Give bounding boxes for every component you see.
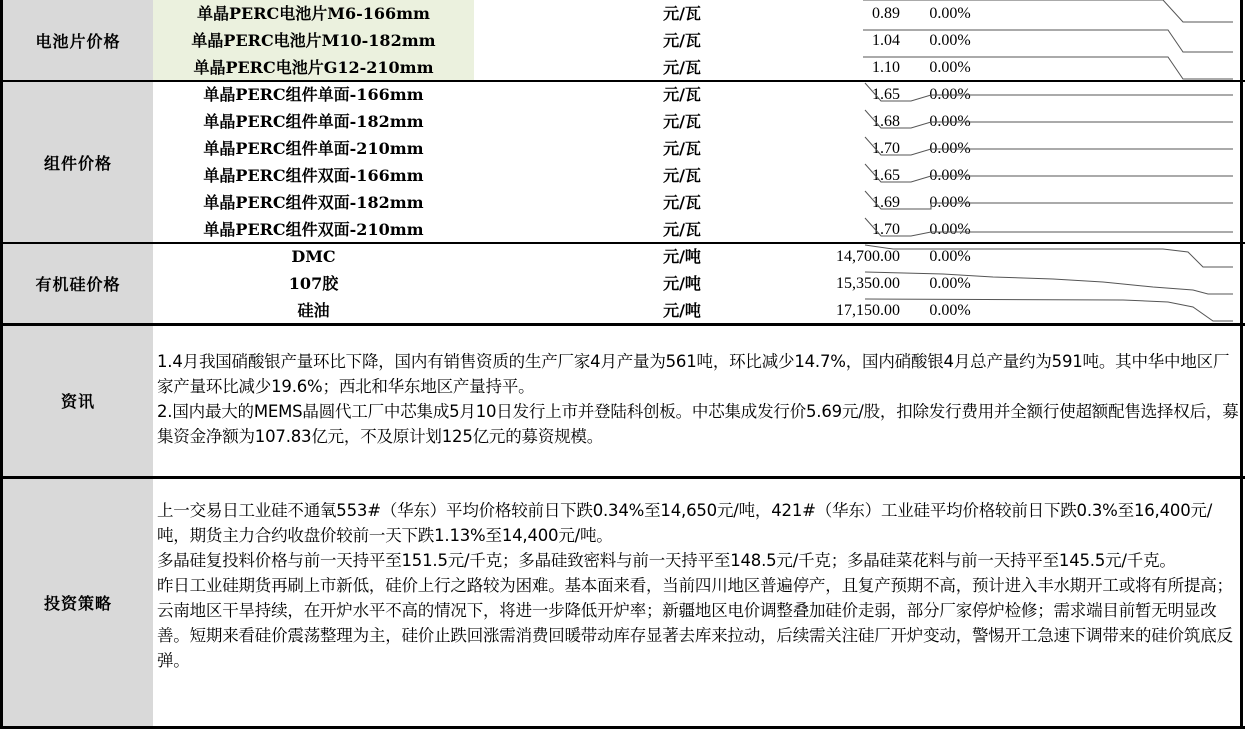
table-row (153, 189, 1235, 216)
product-name: 硅油 (297, 301, 330, 320)
sparkline (863, 216, 1235, 243)
sparkline (863, 54, 1235, 81)
table-row (153, 27, 1235, 54)
unit: 元/瓦 (663, 220, 701, 239)
price: 15,350.00 (836, 275, 900, 292)
product-name: 单晶PERC电池片M6-166mm (196, 4, 430, 23)
product-name: 单晶PERC组件单面-182mm (203, 112, 424, 131)
product-name: 单晶PERC组件双面-182mm (203, 193, 424, 212)
unit: 元/瓦 (663, 112, 701, 131)
product-name: 单晶PERC组件单面-210mm (203, 139, 424, 158)
strategy-text (157, 498, 1239, 673)
section-divider (0, 242, 1245, 244)
product-name: 单晶PERC电池片M10-182mm (191, 31, 436, 50)
category-label: 有机硅价格 (35, 275, 121, 294)
change: 0.00% (929, 86, 971, 103)
section-divider (0, 80, 1245, 82)
news-paragraph: 2.国内最大的MEMS晶圆代工厂中芯集成5月10日发行上市并登陆科创板。中芯集成发行价5.69元/股，扣除发行费用并全额行使超额配售选择权后，募集资金净额为107.83亿元，不及原计划125亿元的募资规模。 (157, 402, 1239, 446)
sparkline (863, 81, 1235, 108)
sparkline (863, 162, 1235, 189)
category-cell-news (3, 324, 153, 477)
strategy-paragraph: 昨日工业硅期货再刷上市新低，硅价上行之路较为困难。基本面来看，当前四川地区普遍停产，且复产预期不高，预计进入丰水期开工或将有所提高；云南地区干旱持续，在开炉水平不高的情况下，将进一步降低开炉率；新疆地区电价调整叠加硅价走弱，部分厂家停炉检修；需求端目前暂无明显改善。短期来看硅价震荡整理为主，硅价止跌回涨需消费回暖带动库存显著去库来拉动，后续需关注硅厂开炉变动，警惕开工急速下调带来的硅价筑底反弹。 (157, 576, 1233, 670)
sparkline (863, 135, 1235, 162)
sparkline (863, 297, 1235, 324)
table-row (153, 81, 1235, 108)
sparkline (863, 270, 1235, 297)
sparkline (863, 108, 1235, 135)
strategy-paragraph: 多晶硅复投料价格与前一天持平至151.5元/千克；多晶硅致密料与前一天持平至148.5元/千克；多晶硅菜花料与前一天持平至145.5元/千克。 (157, 551, 1176, 570)
unit: 元/瓦 (663, 166, 701, 185)
change: 0.00% (929, 221, 971, 238)
change: 0.00% (929, 302, 971, 319)
change: 0.00% (929, 167, 971, 184)
price: 14,700.00 (836, 248, 900, 265)
unit: 元/吨 (663, 247, 701, 266)
table-row (153, 108, 1235, 135)
price: 1.68 (872, 113, 900, 130)
category-label: 电池片价格 (35, 32, 121, 51)
table-row (153, 216, 1235, 243)
news-text (157, 349, 1239, 449)
category-cell-modules (3, 81, 153, 243)
product-name: 单晶PERC电池片G12-210mm (193, 58, 434, 77)
unit: 元/瓦 (663, 4, 701, 23)
unit: 元/瓦 (663, 31, 701, 50)
price: 1.70 (872, 140, 900, 157)
category-label: 组件价格 (43, 153, 112, 173)
news-paragraph: 1.4月我国硝酸银产量环比下降，国内有销售资质的生产厂家4月产量为561吨，环比减少14.7%，国内硝酸银4月总产量约为591吨。其中华中地区厂家产量环比减少19.6%；西北和华东地区产量持平。 (157, 352, 1230, 396)
price: 1.65 (872, 86, 900, 103)
category-cell-cells (3, 0, 153, 81)
section-divider (0, 323, 1245, 326)
product-name: 单晶PERC组件双面-210mm (203, 220, 424, 239)
table-row (153, 135, 1235, 162)
table-row (153, 54, 1235, 81)
category-cell-silicone (3, 243, 153, 324)
change: 0.00% (929, 5, 971, 22)
price: 1.10 (872, 59, 900, 76)
unit: 元/吨 (663, 301, 701, 320)
product-name: 107胶 (288, 274, 339, 293)
unit: 元/瓦 (663, 139, 701, 158)
change: 0.00% (929, 248, 971, 265)
right-border (1240, 0, 1243, 729)
change: 0.00% (929, 113, 971, 130)
category-cell-strategy (3, 477, 153, 727)
left-border (0, 0, 3, 729)
product-name: 单晶PERC组件单面-166mm (203, 85, 424, 104)
change: 0.00% (929, 140, 971, 157)
table-row (153, 270, 1235, 297)
price: 0.89 (872, 5, 900, 22)
unit: 元/瓦 (663, 193, 701, 212)
sparkline (863, 189, 1235, 216)
change: 0.00% (929, 32, 971, 49)
table-row (153, 243, 1235, 270)
unit: 元/吨 (663, 274, 701, 293)
price: 17,150.00 (836, 302, 900, 319)
unit: 元/瓦 (663, 58, 701, 77)
sparkline (863, 243, 1235, 270)
table-row (153, 0, 1235, 27)
table-row (153, 162, 1235, 189)
section-divider (0, 476, 1245, 479)
category-label: 投资策略 (43, 593, 112, 613)
price: 1.69 (872, 194, 900, 211)
price: 1.65 (872, 167, 900, 184)
unit: 元/瓦 (663, 85, 701, 104)
product-name: 单晶PERC组件双面-166mm (203, 166, 424, 185)
strategy-paragraph: 上一交易日工业硅不通氧553#（华东）平均价格较前日下跌0.34%至14,650元/吨，421#（华东）工业硅平均价格较前日下跌0.3%至16,400元/吨，期货主力合约收盘价较前一天下跌1.13%至14,400元/吨。 (157, 501, 1213, 545)
price: 1.04 (872, 32, 900, 49)
sparkline (863, 0, 1235, 27)
price: 1.70 (872, 221, 900, 238)
product-name: DMC (291, 247, 336, 266)
change: 0.00% (929, 275, 971, 292)
change: 0.00% (929, 194, 971, 211)
table-row (153, 297, 1235, 324)
category-label: 资讯 (60, 392, 95, 411)
sparkline (863, 27, 1235, 54)
change: 0.00% (929, 59, 971, 76)
